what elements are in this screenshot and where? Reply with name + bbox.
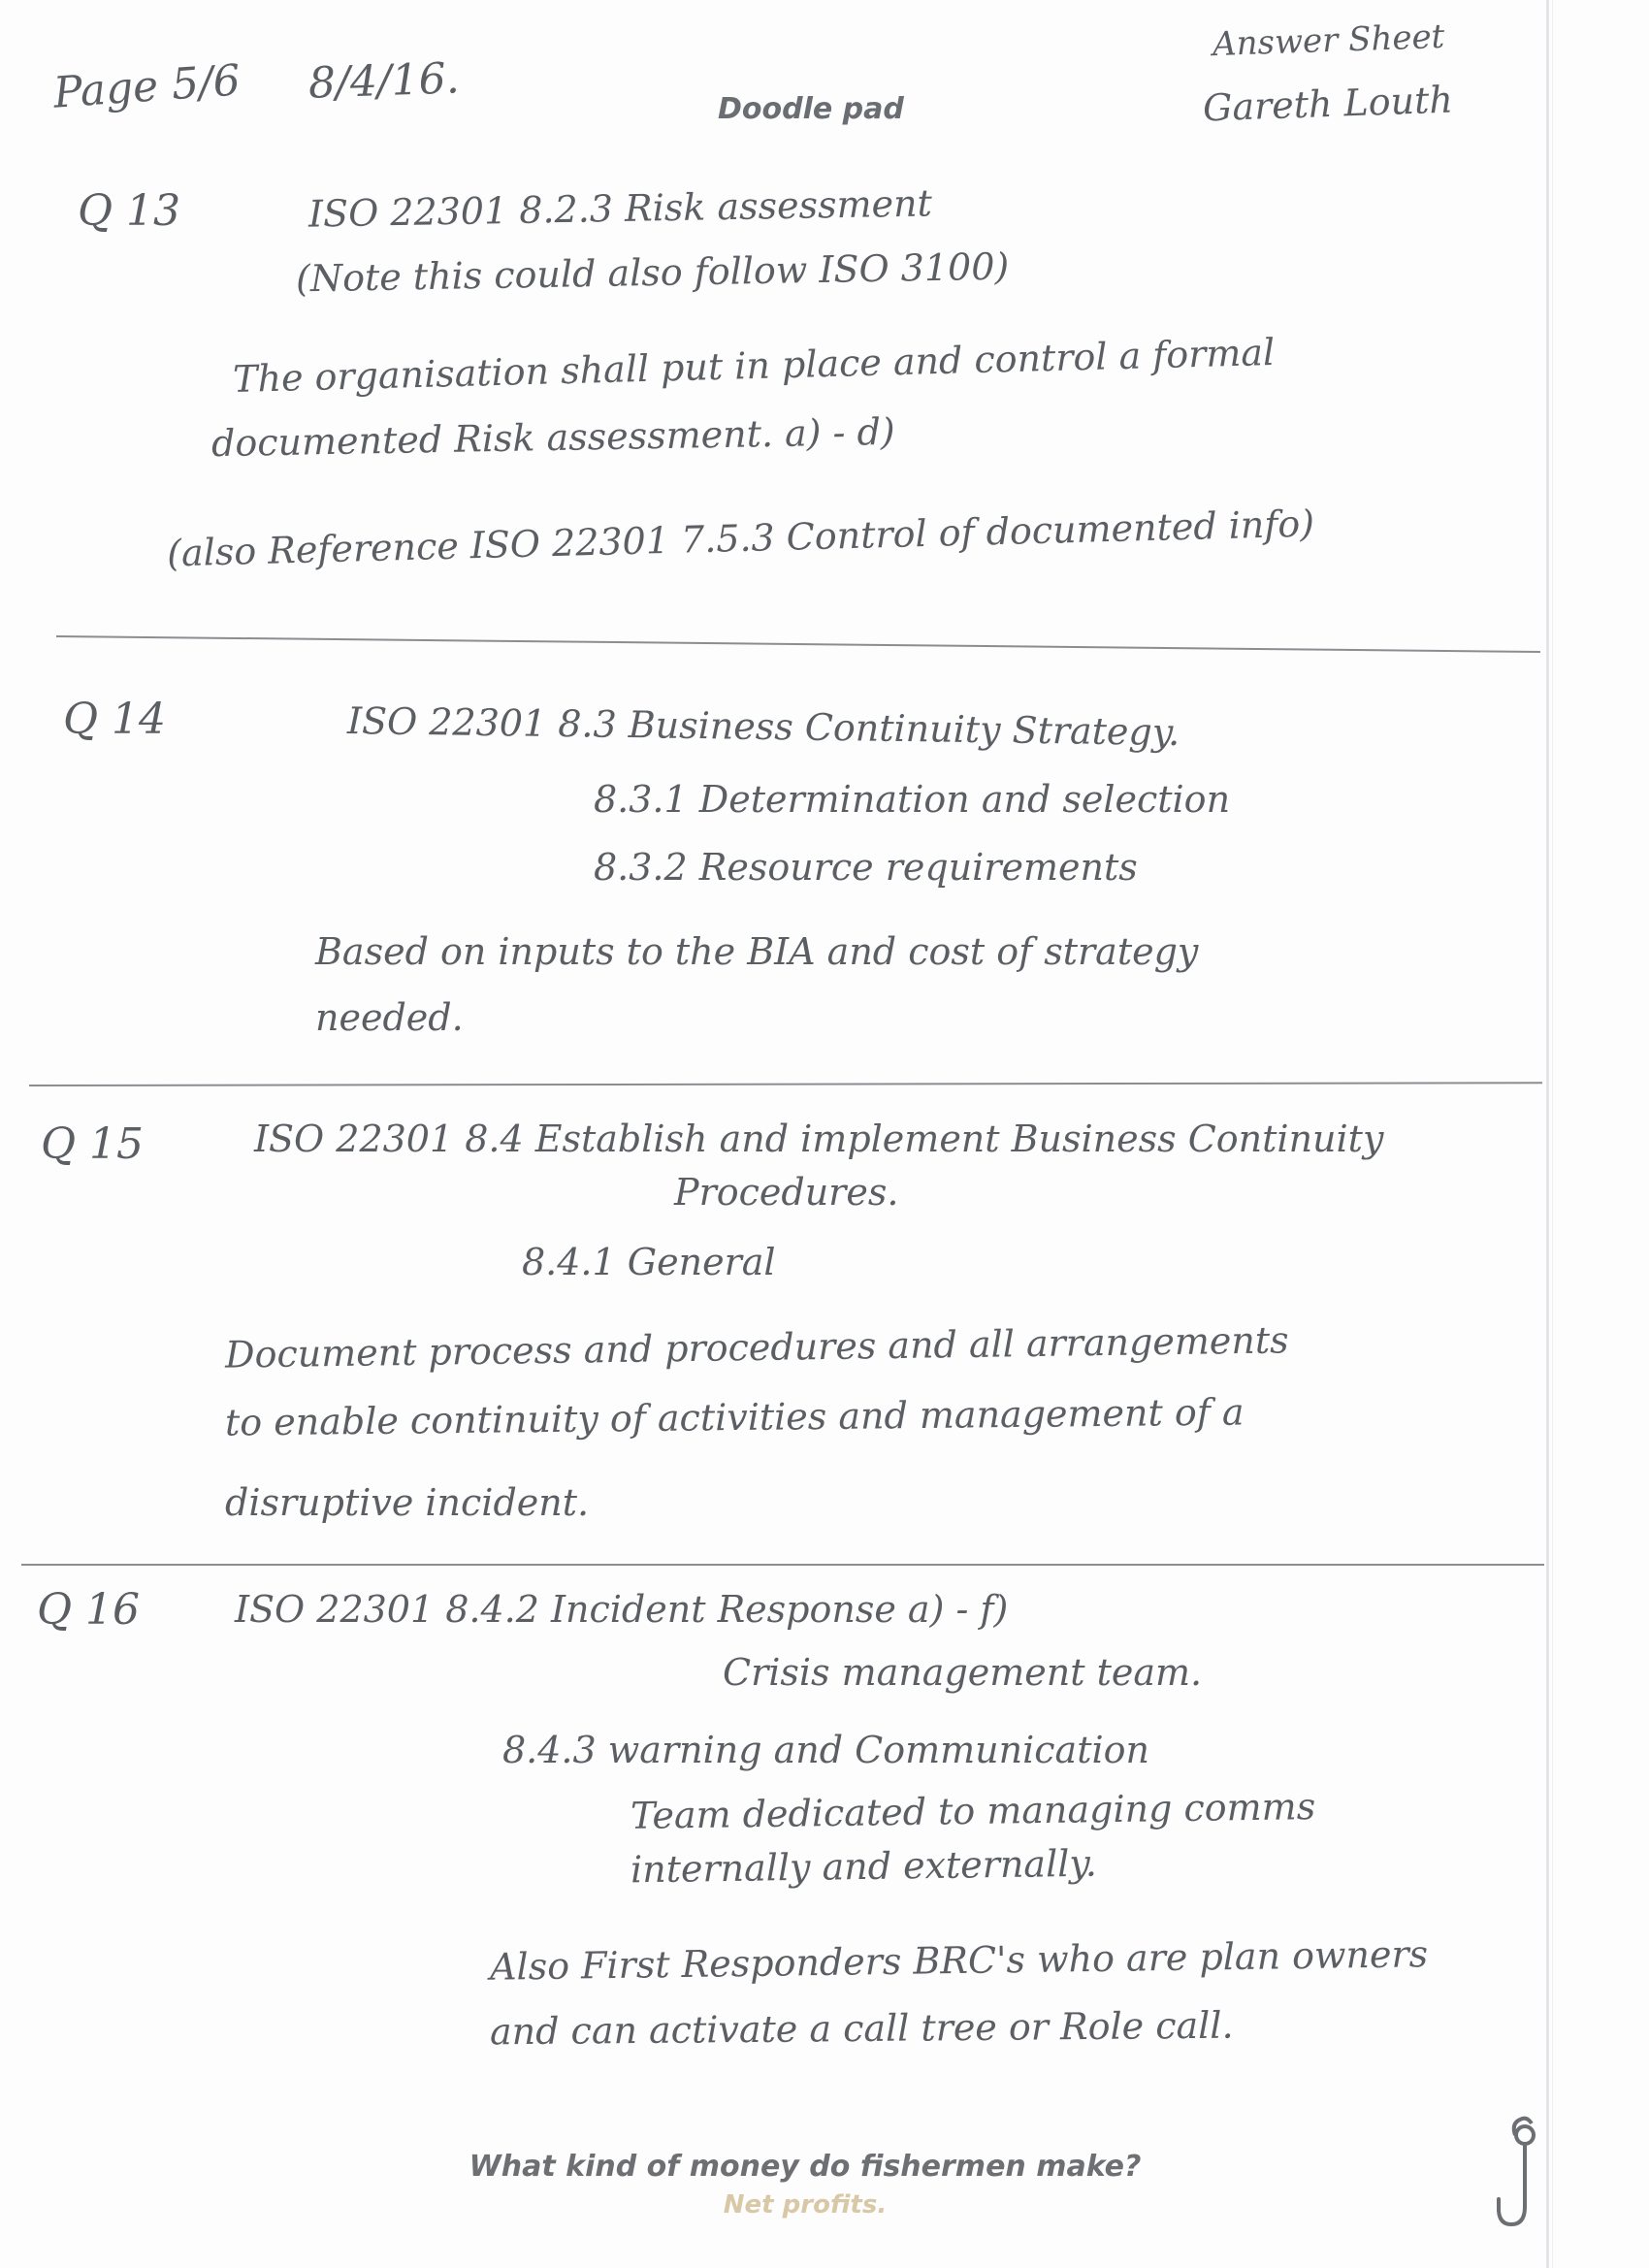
q13-heading: ISO 22301 8.2.3 Risk assessment: [307, 181, 933, 236]
section-divider-2: [29, 1082, 1542, 1086]
q14-heading: ISO 22301 8.3 Business Continuity Strategy.: [346, 699, 1180, 754]
q14-body-line-1: Based on inputs to the BIA and cost of strategy: [315, 930, 1199, 973]
q15-heading: ISO 22301 8.4 Establish and implement Business Continuity: [254, 1118, 1384, 1160]
footer-punchline: Net profits.: [723, 2190, 888, 2219]
page-number: Page 5/6: [51, 55, 242, 118]
section-divider-3: [21, 1564, 1544, 1566]
q13-label: Q 13: [78, 186, 181, 236]
q16-body-line-2: internally and externally.: [630, 1841, 1098, 1892]
q13-body-line-2: documented Risk assessment. a) - d): [210, 409, 896, 466]
q16-label: Q 16: [37, 1585, 141, 1635]
q16-sub-2: 8.4.3 warning and Communication: [502, 1729, 1149, 1771]
q14-sub-2: 8.3.2 Resource requirements: [594, 846, 1138, 889]
q13-reference: (also Reference ISO 22301 7.5.3 Control of documented info): [166, 502, 1315, 575]
q16-body-line-4: and can activate a call tree or Role call.: [489, 2003, 1234, 2054]
q13-note: (Note this could also follow ISO 3100): [295, 244, 1010, 301]
q14-sub-1: 8.3.1 Determination and selection: [594, 778, 1231, 821]
q15-heading-cont: Procedures.: [674, 1171, 899, 1214]
page-title: Doodle pad: [718, 92, 904, 126]
footer-joke: What kind of money do fishermen make?: [469, 2150, 1142, 2184]
q14-label: Q 14: [63, 695, 167, 744]
q16-heading: ISO 22301 8.4.2 Incident Response a) - f): [235, 1588, 1009, 1631]
answer-sheet-label: Answer Sheet: [1212, 16, 1445, 65]
margin-line-shadow: [1552, 0, 1553, 2268]
q16-sub-1: Crisis management team.: [723, 1651, 1203, 1694]
q15-body-line-2: to enable continuity of activities and management of a: [224, 1390, 1245, 1444]
margin-line: [1546, 0, 1549, 2268]
q13-body-line-1: The organisation shall put in place and control a formal: [232, 330, 1276, 402]
q14-body-line-2: needed.: [315, 996, 464, 1039]
q16-body-line-1: Team dedicated to managing comms: [630, 1785, 1316, 1837]
fish-hook-icon: [1494, 2110, 1552, 2236]
q15-sub-1: 8.4.1 General: [522, 1241, 776, 1283]
section-divider-1: [56, 635, 1540, 653]
q15-label: Q 15: [41, 1119, 145, 1169]
q15-body-line-1: Document process and procedures and all arrangements: [224, 1318, 1289, 1377]
q15-body-line-3: disruptive incident.: [225, 1481, 590, 1524]
author-name: Gareth Louth: [1202, 78, 1454, 130]
date: 8/4/16.: [307, 53, 461, 109]
q16-body-line-3: Also First Responders BRC's who are plan owners: [489, 1932, 1429, 1989]
